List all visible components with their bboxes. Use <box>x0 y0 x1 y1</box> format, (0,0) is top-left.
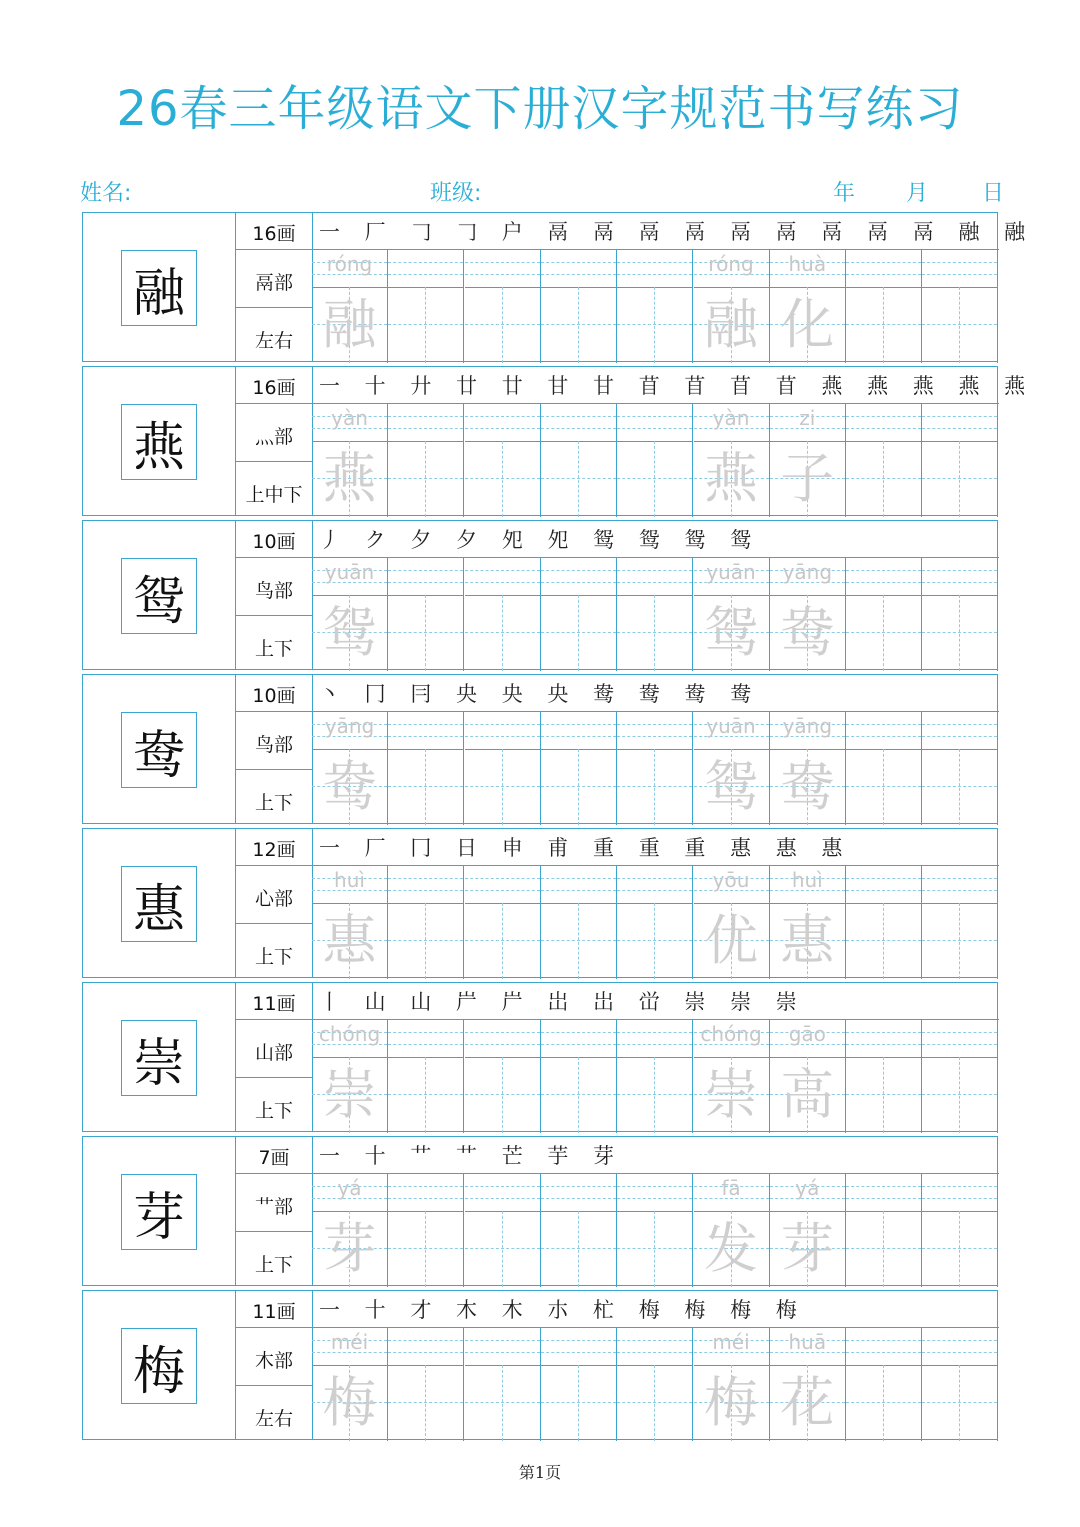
model-character: 崇 <box>121 1020 197 1096</box>
practice-cell[interactable] <box>846 866 922 979</box>
practice-grid <box>312 1020 999 1133</box>
practice-cell[interactable] <box>846 558 922 671</box>
practice-cell[interactable] <box>312 250 388 363</box>
model-character: 梅 <box>121 1328 197 1404</box>
character-trace: 鸯 <box>322 755 377 818</box>
pinyin-trace: yuān <box>324 560 375 584</box>
practice-cell[interactable] <box>388 250 464 363</box>
practice-cell[interactable] <box>922 404 998 517</box>
character-block <box>82 982 998 1132</box>
practice-cell[interactable] <box>846 1020 922 1133</box>
character-block <box>82 1290 998 1440</box>
pinyin-trace: yōu <box>712 868 750 892</box>
practice-cell[interactable] <box>617 1174 693 1287</box>
practice-cell[interactable] <box>388 404 464 517</box>
stroke-count: 16画 <box>252 223 296 245</box>
character-trace: 燕 <box>322 447 377 510</box>
practice-grid <box>312 1328 999 1441</box>
practice-grid <box>312 404 999 517</box>
radical: 山部 <box>254 1042 293 1064</box>
practice-cell[interactable] <box>694 712 770 825</box>
practice-cell[interactable] <box>541 1174 617 1287</box>
model-character: 融 <box>121 250 197 326</box>
pinyin-trace: yá <box>337 1176 362 1200</box>
radical: 木部 <box>254 1350 293 1372</box>
practice-cell[interactable] <box>770 558 846 671</box>
practice-cell[interactable] <box>694 866 770 979</box>
practice-cell[interactable] <box>541 866 617 979</box>
pinyin-trace: huì <box>334 868 365 892</box>
practice-cell[interactable] <box>465 1174 541 1287</box>
practice-cell[interactable] <box>694 1174 770 1287</box>
class-label: 班级: <box>430 181 482 206</box>
character-trace: 优 <box>704 909 758 972</box>
model-character: 鸯 <box>121 712 197 788</box>
practice-cell[interactable] <box>312 404 388 517</box>
pinyin-trace: huā <box>788 1330 827 1354</box>
practice-cell[interactable] <box>922 1328 998 1441</box>
practice-cell[interactable] <box>388 1174 464 1287</box>
practice-cell[interactable] <box>694 1328 770 1441</box>
model-character: 鸳 <box>121 558 197 634</box>
character-trace: 鸳 <box>704 601 758 664</box>
practice-cell[interactable] <box>465 1020 541 1133</box>
structure: 上下 <box>254 638 293 660</box>
practice-cell[interactable] <box>846 1174 922 1287</box>
character-block <box>82 1136 998 1286</box>
character-block <box>82 212 1035 362</box>
pinyin-trace: yuān <box>706 560 756 584</box>
practice-cell[interactable] <box>388 1020 464 1133</box>
character-block <box>82 674 998 824</box>
pinyin-trace: yāng <box>324 714 375 738</box>
character-trace: 惠 <box>780 909 835 972</box>
radical: 艹部 <box>254 1196 293 1218</box>
practice-cell[interactable] <box>846 250 922 363</box>
character-trace: 花 <box>780 1371 835 1434</box>
structure: 左右 <box>254 1408 293 1430</box>
stroke-count: 16画 <box>252 377 296 399</box>
stroke-order: 一 十 廾 廿 廿 甘 甘 苜 苜 苜 苜 燕 燕 燕 燕 燕 <box>319 374 1035 398</box>
practice-cell[interactable] <box>770 1328 846 1441</box>
practice-cell[interactable] <box>541 250 617 363</box>
structure: 上下 <box>254 792 293 814</box>
practice-cell[interactable] <box>694 404 770 517</box>
practice-cell[interactable] <box>846 404 922 517</box>
radical: 鬲部 <box>254 272 293 294</box>
stroke-order: 一 十 才 木 木 朩 杧 梅 梅 梅 梅 <box>319 1298 806 1322</box>
practice-cell[interactable] <box>388 558 464 671</box>
practice-cell[interactable] <box>465 866 541 979</box>
practice-cell[interactable] <box>465 404 541 517</box>
practice-cell[interactable] <box>770 712 846 825</box>
month-label: 月 <box>906 181 929 206</box>
practice-cell[interactable] <box>465 712 541 825</box>
stroke-count: 11画 <box>252 993 296 1015</box>
practice-cell[interactable] <box>388 866 464 979</box>
character-trace: 芽 <box>322 1217 377 1280</box>
practice-cell[interactable] <box>846 1328 922 1441</box>
stroke-count: 10画 <box>252 531 296 553</box>
radical: 心部 <box>254 888 293 910</box>
practice-cell[interactable] <box>694 558 770 671</box>
pinyin-trace: yá <box>795 1176 820 1200</box>
practice-cell[interactable] <box>465 558 541 671</box>
pinyin-trace: gāo <box>788 1022 826 1046</box>
character-trace: 鸳 <box>322 601 377 664</box>
structure: 上下 <box>254 1254 293 1276</box>
character-trace: 燕 <box>704 447 758 510</box>
character-trace: 梅 <box>704 1371 758 1434</box>
practice-grid <box>312 866 999 979</box>
pinyin-trace: chóng <box>700 1022 762 1046</box>
practice-cell[interactable] <box>541 1020 617 1133</box>
character-trace: 化 <box>780 293 835 356</box>
practice-cell[interactable] <box>312 1020 388 1133</box>
practice-grid <box>312 558 999 671</box>
pinyin-trace: yuān <box>706 714 756 738</box>
character-trace: 崇 <box>322 1063 377 1126</box>
structure: 上下 <box>254 1100 293 1122</box>
character-trace: 鸯 <box>780 601 835 664</box>
practice-cell[interactable] <box>922 712 998 825</box>
pinyin-trace: méi <box>712 1330 750 1354</box>
practice-cell[interactable] <box>541 558 617 671</box>
character-trace: 梅 <box>322 1371 377 1434</box>
character-trace: 鸳 <box>704 755 758 818</box>
practice-cell[interactable] <box>312 712 388 825</box>
structure: 左右 <box>254 330 293 352</box>
pinyin-trace: fā <box>721 1176 741 1200</box>
pinyin-trace: yàn <box>712 406 750 430</box>
character-block <box>82 828 998 978</box>
pinyin-trace: huì <box>791 868 823 892</box>
character-trace: 芽 <box>780 1217 835 1280</box>
practice-cell[interactable] <box>541 712 617 825</box>
pinyin-trace: méi <box>330 1330 369 1354</box>
model-character: 燕 <box>121 404 197 480</box>
name-label: 姓名: <box>80 181 132 206</box>
practice-cell[interactable] <box>922 1174 998 1287</box>
practice-cell[interactable] <box>770 1020 846 1133</box>
stroke-count: 7画 <box>258 1147 290 1169</box>
stroke-order: 一 厂 𠃌 𠃌 户 鬲 鬲 鬲 鬲 鬲 鬲 鬲 鬲 鬲 融 融 <box>319 220 1035 244</box>
pinyin-trace: yāng <box>782 714 833 738</box>
pinyin-trace: róng <box>708 252 754 276</box>
practice-grid <box>312 250 999 363</box>
practice-cell[interactable] <box>465 1328 541 1441</box>
practice-cell[interactable] <box>694 1020 770 1133</box>
practice-cell[interactable] <box>770 1174 846 1287</box>
practice-cell[interactable] <box>922 866 998 979</box>
pinyin-trace: yāng <box>782 560 833 584</box>
practice-cell[interactable] <box>694 250 770 363</box>
stroke-order: 一 十 艹 艹 芒 芋 芽 <box>319 1144 624 1168</box>
stroke-order: 丨 山 山 屵 屵 岀 岀 峃 崇 崇 崇 <box>319 990 806 1014</box>
practice-cell[interactable] <box>388 1328 464 1441</box>
stroke-order: 一 厂 冂 日 申 甫 重 重 重 惠 惠 惠 <box>319 836 852 860</box>
practice-cell[interactable] <box>388 712 464 825</box>
page-number: 第1页 <box>518 1463 562 1482</box>
practice-cell[interactable] <box>846 712 922 825</box>
practice-cell[interactable] <box>617 250 693 363</box>
practice-cell[interactable] <box>465 250 541 363</box>
practice-cell[interactable] <box>922 558 998 671</box>
practice-cell[interactable] <box>922 250 998 363</box>
practice-cell[interactable] <box>770 404 846 517</box>
character-trace: 融 <box>322 293 377 356</box>
character-block <box>82 520 998 670</box>
practice-cell[interactable] <box>922 1020 998 1133</box>
character-block <box>82 366 1035 516</box>
practice-cell[interactable] <box>617 404 693 517</box>
practice-grid <box>312 1174 999 1287</box>
practice-cell[interactable] <box>312 1174 388 1287</box>
structure: 上下 <box>254 946 293 968</box>
stroke-count: 10画 <box>252 685 296 707</box>
stroke-count: 11画 <box>252 1301 296 1323</box>
character-trace: 融 <box>704 293 758 356</box>
character-trace: 发 <box>704 1217 758 1280</box>
structure: 上中下 <box>245 484 303 506</box>
model-character: 惠 <box>121 866 197 942</box>
stroke-order: 丶 冂 冃 央 央 央 鸯 鸯 鸯 鸯 <box>319 682 761 706</box>
year-label: 年 <box>833 181 856 206</box>
practice-cell[interactable] <box>617 1328 693 1441</box>
practice-cell[interactable] <box>312 558 388 671</box>
practice-grid <box>312 712 999 825</box>
character-trace: 崇 <box>704 1063 758 1126</box>
practice-cell[interactable] <box>770 250 846 363</box>
character-trace: 高 <box>780 1063 835 1126</box>
practice-cell[interactable] <box>312 1328 388 1441</box>
stroke-order: 丿 ク 夕 夕 夗 夗 鸳 鸳 鸳 鸳 <box>319 528 761 552</box>
radical: 鸟部 <box>254 580 293 602</box>
radical: 灬部 <box>254 426 293 448</box>
pinyin-trace: róng <box>326 252 373 276</box>
practice-cell[interactable] <box>617 558 693 671</box>
practice-cell[interactable] <box>617 866 693 979</box>
character-trace: 子 <box>780 447 835 510</box>
pinyin-trace: zi <box>799 406 816 430</box>
pinyin-trace: chóng <box>318 1022 381 1046</box>
model-character: 芽 <box>121 1174 197 1250</box>
day-label: 日 <box>982 181 1005 206</box>
practice-cell[interactable] <box>617 1020 693 1133</box>
character-trace: 鸯 <box>780 755 835 818</box>
pinyin-trace: huà <box>788 252 827 276</box>
radical: 鸟部 <box>254 734 293 756</box>
pinyin-trace: yàn <box>331 406 368 430</box>
practice-cell[interactable] <box>770 866 846 979</box>
page-title: 26春三年级语文下册汉字规范书写练习 <box>116 81 964 137</box>
practice-cell[interactable] <box>541 404 617 517</box>
practice-cell[interactable] <box>541 1328 617 1441</box>
stroke-count: 12画 <box>252 839 296 861</box>
practice-cell[interactable] <box>617 712 693 825</box>
practice-cell[interactable] <box>312 866 388 979</box>
character-trace: 惠 <box>322 909 377 972</box>
